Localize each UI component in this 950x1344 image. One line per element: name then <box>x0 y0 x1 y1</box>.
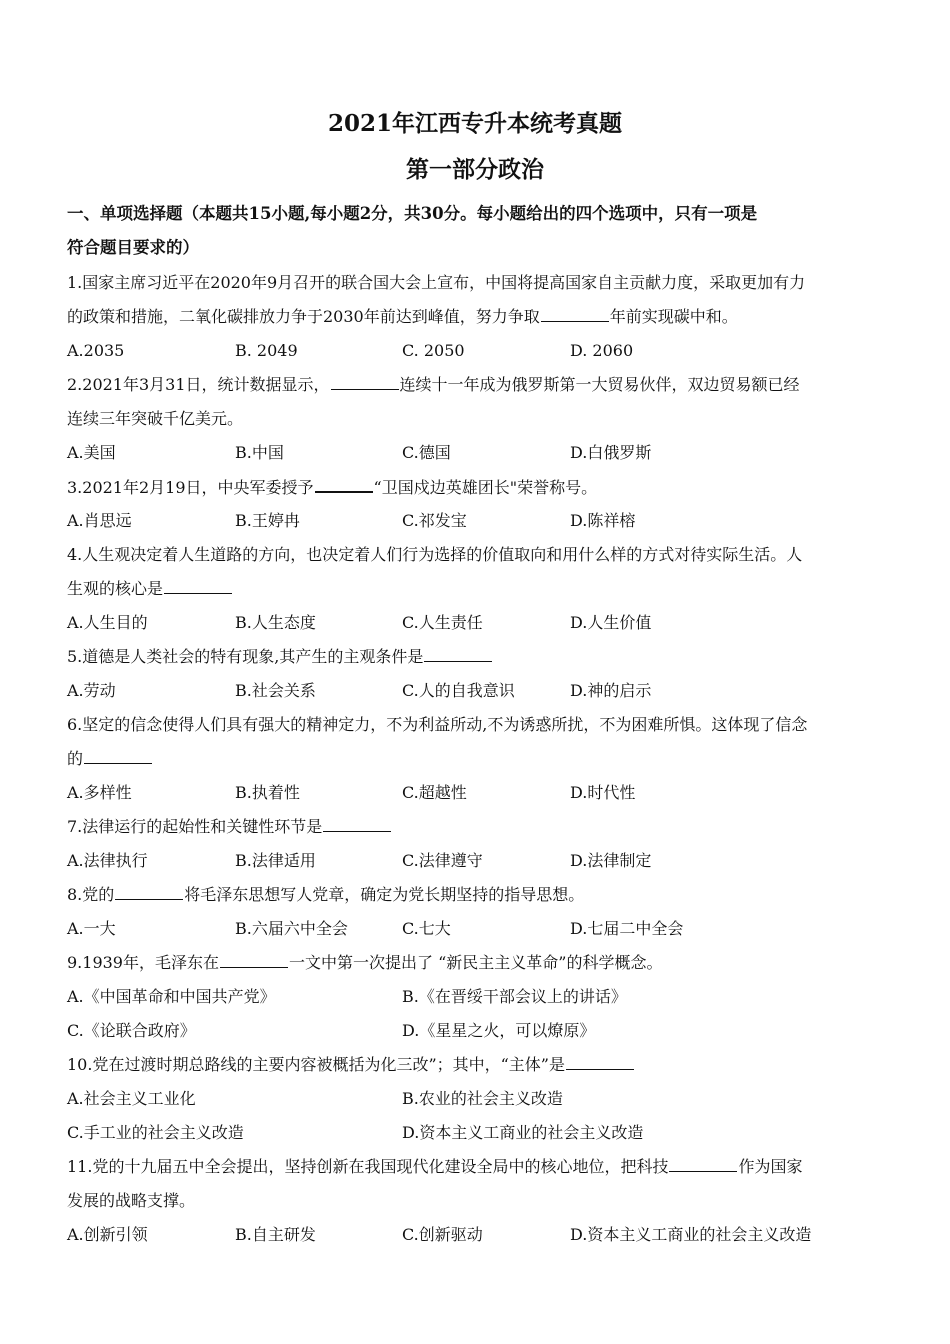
question-11-stem-line1 <box>67 1156 897 1178</box>
question-8-stem <box>67 884 897 906</box>
answer-blank <box>669 1156 737 1172</box>
option-c: C.人生责任 <box>402 613 483 632</box>
question-1-stem-line1: 1.国家主席习近平在2020年9月召开的联合国大会上宣布，中国将提高国家自主贡献力度，采取更加有力 <box>67 273 806 292</box>
option-b: B.人生态度 <box>235 613 316 632</box>
option-b: B.执着性 <box>235 783 300 802</box>
question-5-stem-part: 5.道德是人类社会的特有现象,其产生的主观条件是 <box>67 647 424 666</box>
option-d: D.资本主义工商业的社会主义改造 <box>570 1225 812 1244</box>
exam-title: 2021年江西专升本统考真题 <box>327 110 622 137</box>
question-2-stem-part: 连续十一年成为俄罗斯第一大贸易伙伴，双边贸易额已经 <box>399 375 800 394</box>
question-8-stem-part: 8.党的 <box>67 885 115 904</box>
option-b: B.六届六中全会 <box>235 919 348 938</box>
option-a: A.创新引领 <box>67 1225 148 1244</box>
option-d: D.人生价值 <box>570 613 652 632</box>
option-b: B.自主研发 <box>235 1225 316 1244</box>
question-7-stem <box>67 816 897 838</box>
part-title: 第一部分政治 <box>406 156 544 183</box>
option-b: B.社会关系 <box>235 681 316 700</box>
question-4-stem-part: 生观的核心是 <box>67 579 164 598</box>
question-8-stem-part: 将毛泽东思想写人党章，确定为党长期坚持的指导思想。 <box>184 885 585 904</box>
question-9-stem-part: 一文中第一次提出了 “新民主主义革命”的科学概念。 <box>289 953 663 972</box>
option-c: C.超越性 <box>402 783 467 802</box>
option-a: A.人生目的 <box>67 613 148 632</box>
question-9-stem <box>67 952 897 974</box>
option-c: C.法律遵守 <box>402 851 483 870</box>
option-c: C.祁发宝 <box>402 511 467 530</box>
option-c: C.手工业的社会主义改造 <box>67 1123 244 1142</box>
question-1-stem-line2 <box>67 306 897 328</box>
answer-blank <box>424 646 492 662</box>
question-6-stem-line2 <box>67 748 897 770</box>
section-heading-line2: 符合题目要求的） <box>67 238 199 257</box>
question-2-stem-line1 <box>67 374 897 396</box>
question-10-stem-part: 10.党在过渡时期总路线的主要内容被概括为化三改”；其中，“主体”是 <box>67 1055 565 1074</box>
option-b: B.农业的社会主义改造 <box>402 1089 563 1108</box>
section-heading-line1: 一、单项选择题（本题共15小题,每小题2分，共30分。每小题给出的四个选项中，只有一项是 <box>67 204 758 223</box>
option-a: A.美国 <box>67 443 116 462</box>
option-c: C.德国 <box>402 443 451 462</box>
answer-blank <box>566 1054 634 1070</box>
option-d: D. 2060 <box>570 341 634 360</box>
question-10-stem <box>67 1054 897 1076</box>
question-11-stem-line2: 发展的战略支撑。 <box>67 1191 196 1210</box>
option-a: A.2035 <box>67 341 125 360</box>
answer-blank <box>84 748 152 764</box>
option-d: D.《星星之火，可以燎原》 <box>402 1021 596 1040</box>
option-a: A.劳动 <box>67 681 116 700</box>
option-b: B.中国 <box>235 443 284 462</box>
option-a: A.一大 <box>67 919 116 938</box>
option-b: B.王婷冉 <box>235 511 300 530</box>
answer-blank <box>115 884 183 900</box>
answer-blank <box>220 952 288 968</box>
option-b: B.《在晋绥干部会议上的讲话》 <box>402 987 627 1006</box>
option-d: D.白俄罗斯 <box>570 443 652 462</box>
question-5-stem <box>67 646 897 668</box>
option-c: C.人的自我意识 <box>402 681 515 700</box>
question-2-stem-line2: 连续三年突破千亿美元。 <box>67 409 244 428</box>
question-6-stem-part: 的 <box>67 749 84 768</box>
option-b: B. 2049 <box>235 341 298 360</box>
question-11-stem-part: 11.党的十九届五中全会提出，坚持创新在我国现代化建设全局中的核心地位，把科技 <box>67 1157 669 1176</box>
question-3-stem-part: 3.2021年2月19日，中央军委授予 <box>67 478 314 497</box>
answer-blank <box>164 578 232 594</box>
question-1-stem-part: 年前实现碳中和。 <box>609 307 738 326</box>
option-d: D.法律制定 <box>570 851 652 870</box>
option-a: A.社会主义工业化 <box>67 1089 196 1108</box>
question-7-stem-part: 7.法律运行的起始性和关键性环节是 <box>67 817 323 836</box>
option-a: A.肖思远 <box>67 511 132 530</box>
option-c: C.七大 <box>402 919 451 938</box>
option-d: D.七届二中全会 <box>570 919 684 938</box>
question-3-stem-part: “卫国戍边英雄团长"荣誉称号。 <box>373 478 598 497</box>
question-4-stem-line2 <box>67 578 897 600</box>
question-2-stem-part: 2.2021年3月31日，统计数据显示， <box>67 375 330 394</box>
option-a: A.《中国革命和中国共产党》 <box>67 987 276 1006</box>
answer-blank <box>323 816 391 832</box>
option-b: B.法律适用 <box>235 851 316 870</box>
question-9-stem-part: 9.1939年，毛泽东在 <box>67 953 219 972</box>
question-3-stem <box>67 476 897 499</box>
section-heading <box>67 197 887 265</box>
answer-blank <box>331 374 399 390</box>
option-a: A.多样性 <box>67 783 132 802</box>
answer-blank <box>315 476 373 493</box>
option-d: D.陈祥榕 <box>570 511 636 530</box>
question-6-stem-line1: 6.坚定的信念使得人们具有强大的精神定力，不为利益所动,不为诱惑所扰，不为困难所惧。这体现了信念 <box>67 715 808 734</box>
option-d: D.神的启示 <box>570 681 652 700</box>
option-a: A.法律执行 <box>67 851 148 870</box>
answer-blank <box>541 306 609 322</box>
option-c: C.《论联合政府》 <box>67 1021 196 1040</box>
option-c: C.创新驱动 <box>402 1225 483 1244</box>
option-d: D.资本主义工商业的社会主义改造 <box>402 1123 644 1142</box>
option-c: C. 2050 <box>402 341 465 360</box>
question-1-stem-part: 的政策和措施，二氧化碳排放力争于2030年前达到峰值，努力争取 <box>67 307 540 326</box>
option-d: D.时代性 <box>570 783 636 802</box>
question-4-stem-line1: 4.人生观决定着人生道路的方向，也决定着人们行为选择的价值取向和用什么样的方式对待实际生活。人 <box>67 545 803 564</box>
question-11-stem-part: 作为国家 <box>738 1157 803 1176</box>
